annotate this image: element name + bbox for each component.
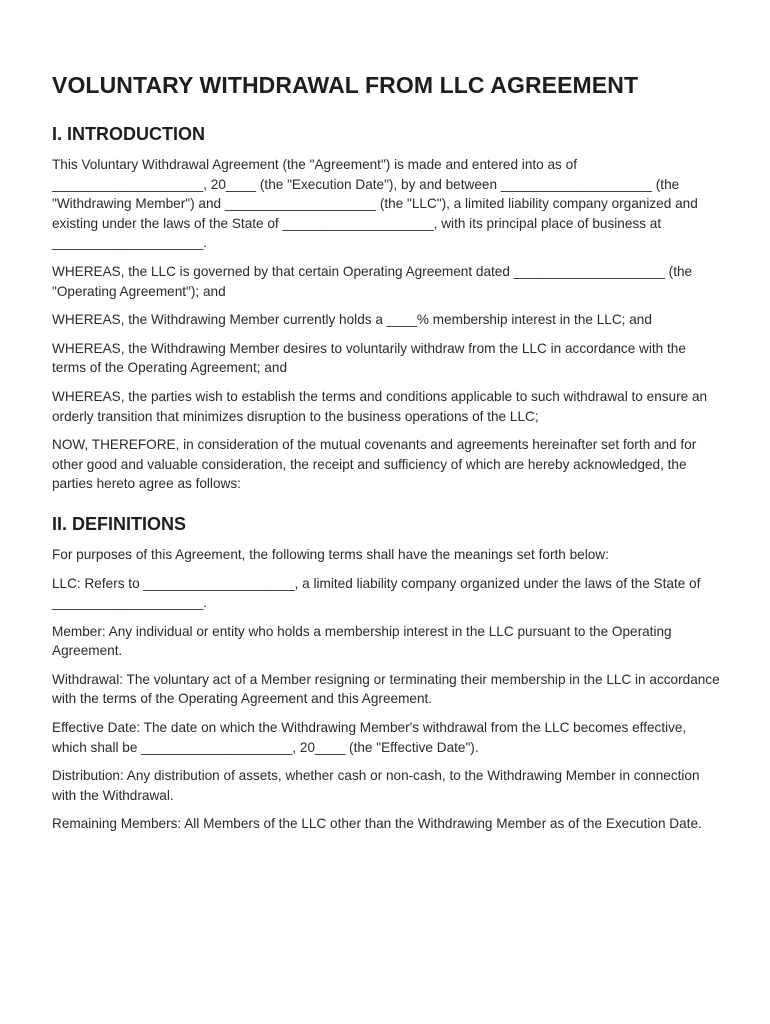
intro-paragraph-5: WHEREAS, the parties wish to establish the terms and conditions applicable to such withdrawal to ensure an orderly transition that minimizes disruption to the business operations of the LLC; xyxy=(52,388,708,424)
definitions-paragraph-1: For purposes of this Agreement, the following terms shall have the meanings set forth below: xyxy=(52,546,609,562)
intro-paragraph-3: WHEREAS, the Withdrawing Member currently holds a ____% membership interest in the LLC; and xyxy=(52,312,652,328)
document-title: VOLUNTARY WITHDRAWAL FROM LLC AGREEMENT xyxy=(52,72,639,98)
intro-paragraph-2: WHEREAS, the LLC is governed by that certain Operating Agreement dated ____________________ (the "Operating Agreement"); and xyxy=(52,263,693,299)
section-heading-introduction: I. INTRODUCTION xyxy=(52,124,205,144)
definitions-paragraph-4: Withdrawal: The voluntary act of a Member resigning or terminating their membership in the LLC in accordance with the terms of the Operating Agreement and this Agreement. xyxy=(52,671,720,707)
section-heading-definitions: II. DEFINITIONS xyxy=(52,513,187,534)
definitions-paragraph-7: Remaining Members: All Members of the LLC other than the Withdrawing Member as of the Execution Date. xyxy=(52,816,702,832)
section-definitions xyxy=(52,512,720,834)
intro-paragraph-6: NOW, THEREFORE, in consideration of the mutual covenants and agreements hereinafter set forth and for other good and valuable consideration, the receipt and sufficiency of which are hereby acknowledged, the parties hereto agree as follows: xyxy=(52,437,697,492)
definitions-paragraph-3: Member: Any individual or entity who holds a membership interest in the LLC pursuant to the Operating Agreement. xyxy=(52,623,672,659)
definitions-paragraph-5: Effective Date: The date on which the Withdrawing Member's withdrawal from the LLC becomes effective, which shall be ____________________, 20____ (the "Effective Date"). xyxy=(52,720,687,755)
intro-paragraph-1: This Voluntary Withdrawal Agreement (the "Agreement") is made and entered into as of ____________________, 20____ (the "Execution Date"), by and between ____________________ (the "Withdrawing Member") and ____________________ (the "LLC"), a limited liability company organized and existing under the laws of the State of ____________________, with its principal place of business at ____________________. xyxy=(52,157,698,251)
definitions-paragraph-2: LLC: Refers to ____________________, a limited liability company organized under the laws of the State of ____________________. xyxy=(52,575,701,611)
intro-paragraph-4: WHEREAS, the Withdrawing Member desires to voluntarily withdraw from the LLC in accordance with the terms of the Operating Agreement; and xyxy=(52,340,686,376)
definitions-paragraph-6: Distribution: Any distribution of assets, whether cash or non-cash, to the Withdrawing Member in connection with the Withdrawal. xyxy=(52,768,700,803)
section-introduction xyxy=(52,122,720,494)
